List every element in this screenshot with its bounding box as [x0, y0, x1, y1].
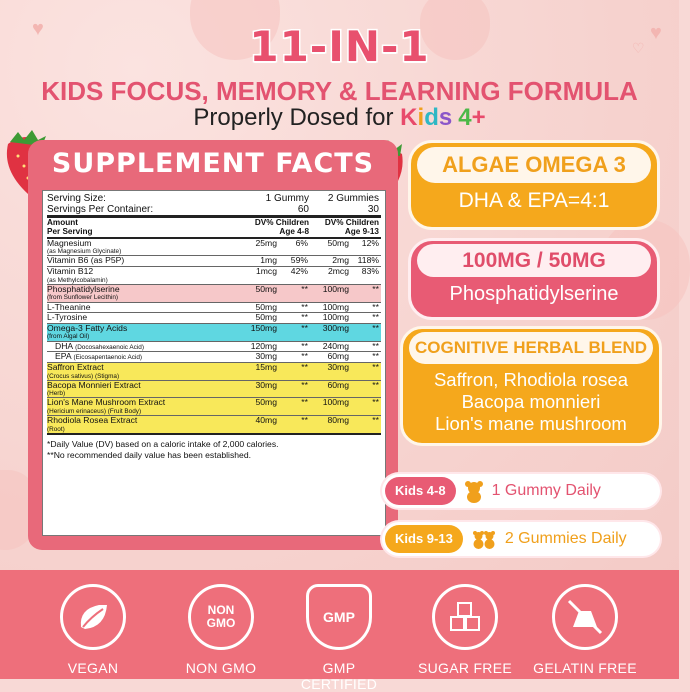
herbal-line: Lion's mane mushroom: [435, 413, 627, 434]
dv-2: 118%: [357, 255, 379, 266]
kids-letter: s: [438, 104, 453, 131]
table-row: [47, 398, 381, 416]
non-gmo-text: NON: [207, 603, 235, 617]
nutrient-name: DHA (Docosahexaenoic Acid): [55, 340, 144, 351]
nutrient-name: EPA (Eicosapentaenoic Acid): [55, 351, 143, 362]
non-gmo-badge: [166, 584, 276, 676]
dose-age-label: Kids 4-8: [385, 477, 456, 505]
header: [0, 0, 679, 138]
herbal-blend-list: [403, 369, 659, 435]
age-header-2: Age 9-13: [344, 227, 379, 237]
dv-1: **: [301, 397, 308, 408]
amount-1: 30mg: [255, 379, 277, 390]
amount-1: 50mg: [255, 312, 277, 323]
amount-2: 60mg: [327, 351, 349, 362]
supplement-facts-table: [42, 190, 386, 536]
amount-2: 100mg: [322, 397, 349, 408]
algae-omega-title: ALGAE OMEGA 3: [417, 147, 651, 183]
ps-name: Phosphatidylserine: [449, 283, 619, 305]
dv-header-1: DV% Children: [254, 218, 309, 228]
gelatin-free-label: GELATIN FREE: [533, 660, 637, 676]
sugar-cubes-icon: [432, 584, 498, 650]
dv-2: **: [372, 397, 379, 408]
dv-1: **: [301, 283, 308, 294]
supplement-facts-title: SUPPLEMENT FACTS: [51, 148, 375, 179]
dv-1: **: [301, 301, 308, 312]
table-row: [47, 285, 381, 303]
nutrient-name: L-Theanine: [47, 301, 91, 312]
dv-2: **: [372, 301, 379, 312]
gelatin-free-badge: [530, 584, 640, 676]
amount-1: 150mg: [250, 322, 277, 333]
certification-band: [0, 570, 679, 692]
dv-2: **: [372, 379, 379, 390]
amount-1: 120mg: [250, 340, 277, 351]
dv-1: **: [301, 361, 308, 372]
phosphatidylserine-card: [408, 238, 660, 320]
table-row: [47, 416, 381, 435]
dv-header-2: DV% Children: [324, 218, 379, 228]
kids-letter: d: [424, 104, 439, 131]
kids-age-label: [400, 104, 485, 131]
subtitle: KIDS FOCUS, MEMORY & LEARNING FORMULA: [41, 76, 638, 106]
dv-2: 12%: [361, 237, 379, 248]
amount-2: 100mg: [322, 301, 349, 312]
amount-2: 2mcg: [327, 265, 349, 276]
dose-text: 2 Gummies Daily: [504, 530, 627, 547]
dv-2: **: [372, 312, 379, 323]
nutrient-name: Magnesium (as Magnesium Glycinate): [47, 237, 122, 256]
ps-amount: 100MG / 50MG: [417, 244, 651, 277]
dv-1: **: [301, 322, 308, 333]
age-header-1: Age 4-8: [279, 227, 309, 237]
nutrient-name: L-Tyrosine: [47, 312, 88, 323]
amount-2: 80mg: [327, 415, 349, 426]
vegan-badge: [38, 584, 148, 676]
table-row: [47, 239, 381, 257]
vegan-label: VEGAN: [67, 660, 119, 676]
dosed-line: [0, 104, 679, 132]
non-gmo-icon: [188, 584, 254, 650]
dose-age-label: Kids 9-13: [385, 525, 463, 553]
amount-1: 1mcg: [255, 265, 277, 276]
gmp-badge: [284, 584, 394, 692]
dha-epa-ratio: DHA & EPA=4:1: [458, 189, 610, 212]
amount-2: 30mg: [327, 361, 349, 372]
amount-2: 240mg: [322, 340, 349, 351]
dv-2: **: [372, 340, 379, 351]
amount-1: 50mg: [255, 301, 277, 312]
dv-1: 6%: [295, 237, 308, 248]
dv-1: 59%: [290, 255, 308, 266]
nutrient-name: Vitamin B12 (as Methylcobalamin): [47, 265, 108, 284]
sugar-free-badge: [410, 584, 520, 676]
heart-icon: ♡: [632, 40, 645, 56]
gummy-bear-icon: [462, 479, 486, 503]
dv-1: **: [301, 379, 308, 390]
amount-2: 60mg: [327, 379, 349, 390]
kids-letter: 4: [458, 104, 472, 131]
dv-2: **: [372, 283, 379, 294]
dv-2: **: [372, 351, 379, 362]
herbal-blend-title: COGNITIVE HERBAL BLEND: [409, 332, 653, 364]
gummy-bears-icon: [469, 527, 499, 551]
kids-letter: K: [400, 104, 418, 131]
serving-size-row: [47, 193, 381, 204]
amount-1: 30mg: [255, 351, 277, 362]
footnotes: [47, 439, 381, 460]
dv-2: **: [372, 415, 379, 426]
dv-2: **: [372, 361, 379, 372]
table-header: [47, 218, 381, 238]
herbal-line: Bacopa monnieri: [461, 391, 601, 412]
amount-1: 50mg: [255, 397, 277, 408]
footnote-dv: *Daily Value (DV) based on a caloric intake of 2,000 calories.: [47, 439, 279, 450]
amount-2: 2mg: [332, 255, 349, 266]
amount-1: 50mg: [255, 283, 277, 294]
sugar-free-label: SUGAR FREE: [417, 660, 512, 676]
serving-size-2: 2 Gummies: [327, 193, 379, 204]
nutrient-name: Bacopa Monnieri Extract (Herb): [47, 379, 141, 398]
gelatin-free-icon: [552, 584, 618, 650]
dv-1: **: [301, 415, 308, 426]
serving-size-label: Serving Size:: [47, 193, 106, 204]
dv-1: **: [301, 340, 308, 351]
amount-2: 100mg: [322, 283, 349, 294]
dv-1: **: [301, 351, 308, 362]
gmp-text: GMP: [323, 608, 355, 625]
heart-icon: ♥: [650, 22, 662, 44]
nutrient-name: Lion's Mane Mushroom Extract (Hericium erinaceus) (Fruit Body): [47, 397, 166, 416]
per-serving-label: Per Serving: [47, 227, 93, 237]
dose-kids-4-8: [382, 474, 660, 508]
dv-2: **: [372, 322, 379, 333]
table-row: [47, 324, 381, 342]
servings-label: Servings Per Container:: [47, 204, 154, 216]
amount-2: 300mg: [322, 322, 349, 333]
dose-kids-9-13: [382, 522, 660, 556]
amount-2: 50mg: [327, 237, 349, 248]
supplement-facts-panel: [28, 140, 398, 550]
servings-2: 30: [367, 204, 379, 216]
amount-1: 40mg: [255, 415, 277, 426]
nutrient-name: Vitamin B6 (as P5P): [47, 255, 125, 266]
algae-omega-card: [408, 140, 660, 230]
amount-1: 15mg: [255, 361, 277, 372]
table-row: [47, 363, 381, 381]
nutrient-rows: [47, 239, 381, 436]
nutrient-name: Rhodiola Rosea Extract (Root): [47, 415, 138, 433]
vegan-leaf-icon: [60, 584, 126, 650]
servings-row: [47, 204, 381, 218]
footnote-no-dv: **No recommended daily value has been established.: [47, 449, 251, 460]
dv-2: 83%: [361, 265, 379, 276]
heart-icon: ♥: [32, 18, 44, 40]
herbal-line: Saffron, Rhodiola rosea: [433, 369, 629, 390]
amount-1: 25mg: [255, 237, 277, 248]
dv-1: 42%: [290, 265, 308, 276]
herbal-blend-card: [400, 326, 662, 446]
nutrient-name: Omega-3 Fatty Acids (from Algal Oil): [47, 322, 128, 341]
kids-letter: i: [417, 104, 425, 131]
dv-1: **: [301, 312, 308, 323]
amount-label: Amount: [47, 218, 78, 228]
headline: 11-IN-1: [249, 22, 430, 71]
dosed-prefix: Properly Dosed for: [193, 104, 401, 131]
nutrient-name: Phosphatidylserine (from Sunflower Lecithin): [47, 283, 120, 302]
gmp-shield-icon: [306, 584, 372, 650]
non-gmo-text: GMO: [206, 616, 236, 630]
table-row: [47, 267, 381, 285]
nutrient-name: Saffron Extract (Crocus sativus) (Stigma): [47, 361, 120, 380]
amount-2: 100mg: [322, 312, 349, 323]
serving-size-1: 1 Gummy: [265, 193, 309, 204]
gmp-label: GMP CERTIFIED: [300, 660, 378, 692]
table-row: [47, 381, 381, 399]
servings-1: 60: [297, 204, 309, 216]
amount-1: 1mg: [260, 255, 277, 266]
non-gmo-label: NON GMO: [185, 660, 257, 676]
dose-text: 1 Gummy Daily: [491, 482, 601, 499]
kids-letter: +: [471, 104, 486, 131]
